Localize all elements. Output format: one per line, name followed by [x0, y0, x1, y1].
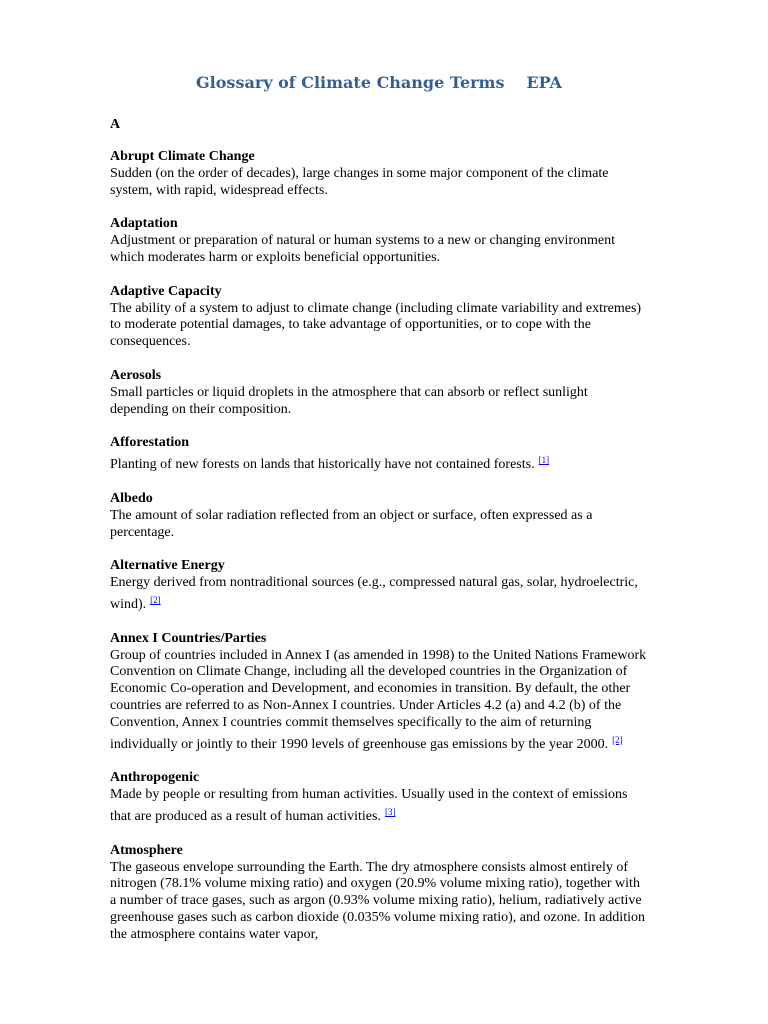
entry-term: Afforestation	[110, 435, 190, 451]
footnote-link[interactable]: [2]	[150, 594, 161, 605]
entry-definition	[110, 385, 648, 419]
glossary-entry	[110, 284, 648, 351]
section-letter: A	[110, 117, 121, 132]
glossary-entry	[110, 216, 648, 266]
definition-text: Small particles or liquid droplets in the atmosphere that can absorb or reflect sunlight depending on their composition.	[110, 384, 588, 417]
title-text: Glossary of Climate Change Terms	[196, 73, 505, 92]
definition-text: The ability of a system to adjust to climate change (including climate variability and extremes) to moderate potential damages, to take advantage of opportunities, or to cope with the consequences.	[110, 300, 642, 350]
definition-text: Adjustment or preparation of natural or human systems to a new or changing environment which moderates harm or exploits beneficial opportunities.	[110, 233, 616, 265]
entry-definition	[110, 860, 648, 944]
entry-definition	[110, 233, 648, 267]
footnote-link[interactable]: [2]	[612, 734, 623, 745]
definition-text: Planting of new forests on lands that historically have not contained forests.	[110, 457, 535, 473]
definition-text: Sudden (on the order of decades), large changes in some major component of the climate system, with rapid, widespread effects.	[110, 165, 609, 198]
footnote-link[interactable]: [1]	[538, 455, 550, 466]
entry-definition	[110, 575, 648, 614]
definition-text: The gaseous envelope surrounding the Earth. The dry atmosphere consists almost entirely of nitrogen (78.1% volume mixing ratio) and oxygen (20.9% volume mixing ratio), together with a number of trace gases, such as argon (0.93% volume mixing ratio), helium, radiatively active greenhouse gases such as carbon dioxide (0.035% volume mixing ratio), and ozone. In addition the atmosphere contains water vapor,	[110, 859, 645, 942]
entry-term: Anthropogenic	[110, 770, 200, 786]
glossary-entry	[110, 368, 648, 418]
entry-term: Albedo	[110, 490, 153, 506]
glossary-entry	[110, 149, 648, 199]
entry-term: Annex I Countries/Parties	[110, 630, 267, 646]
definition-text: Energy derived from nontraditional sources (e.g., compressed natural gas, solar, hydroelectric, wind).	[110, 575, 638, 612]
definition-text: Group of countries included in Annex I (as amended in 1998) to the United Nations Framework Convention on Climate Change, including all the developed countries in the Organization of Economic Co-operation and Development, and economies in transition. By default, the other countries are referred to as Non-Annex I countries. Under Articles 4.2 (a) and 4.2 (b) of the Convention, Annex I countries commit themselves specifically to the aim of returning individually or jointly to their 1990 levels of greenhouse gas emissions by the year 2000.	[110, 647, 647, 752]
entry-term: Abrupt Climate Change	[110, 149, 255, 164]
entry-definition	[110, 508, 648, 542]
glossary-entry	[110, 843, 648, 944]
entry-definition	[110, 787, 648, 826]
entry-definition	[110, 166, 648, 200]
glossary-entry	[110, 558, 648, 613]
page-title	[110, 72, 648, 94]
entry-term: Alternative Energy	[110, 558, 225, 574]
entry-term: Adaptation	[110, 216, 178, 232]
entry-definition	[110, 452, 648, 474]
entry-term: Adaptive Capacity	[110, 283, 222, 299]
glossary-entry	[110, 435, 648, 474]
entry-definition	[110, 301, 648, 351]
definition-text: The amount of solar radiation reflected from an object or surface, often expressed as a percentage.	[110, 507, 593, 540]
entry-term: Atmosphere	[110, 842, 183, 858]
glossary-list	[110, 149, 648, 943]
glossary-entry	[110, 631, 648, 754]
definition-text: Made by people or resulting from human activities. Usually used in the context of emissions that are produced as a result of human activities.	[110, 787, 628, 824]
entry-term: Aerosols	[110, 367, 162, 383]
publisher-text: EPA	[526, 73, 562, 92]
footnote-link[interactable]: [3]	[384, 806, 396, 817]
entry-definition	[110, 648, 648, 754]
glossary-entry	[110, 770, 648, 825]
glossary-entry	[110, 491, 648, 541]
